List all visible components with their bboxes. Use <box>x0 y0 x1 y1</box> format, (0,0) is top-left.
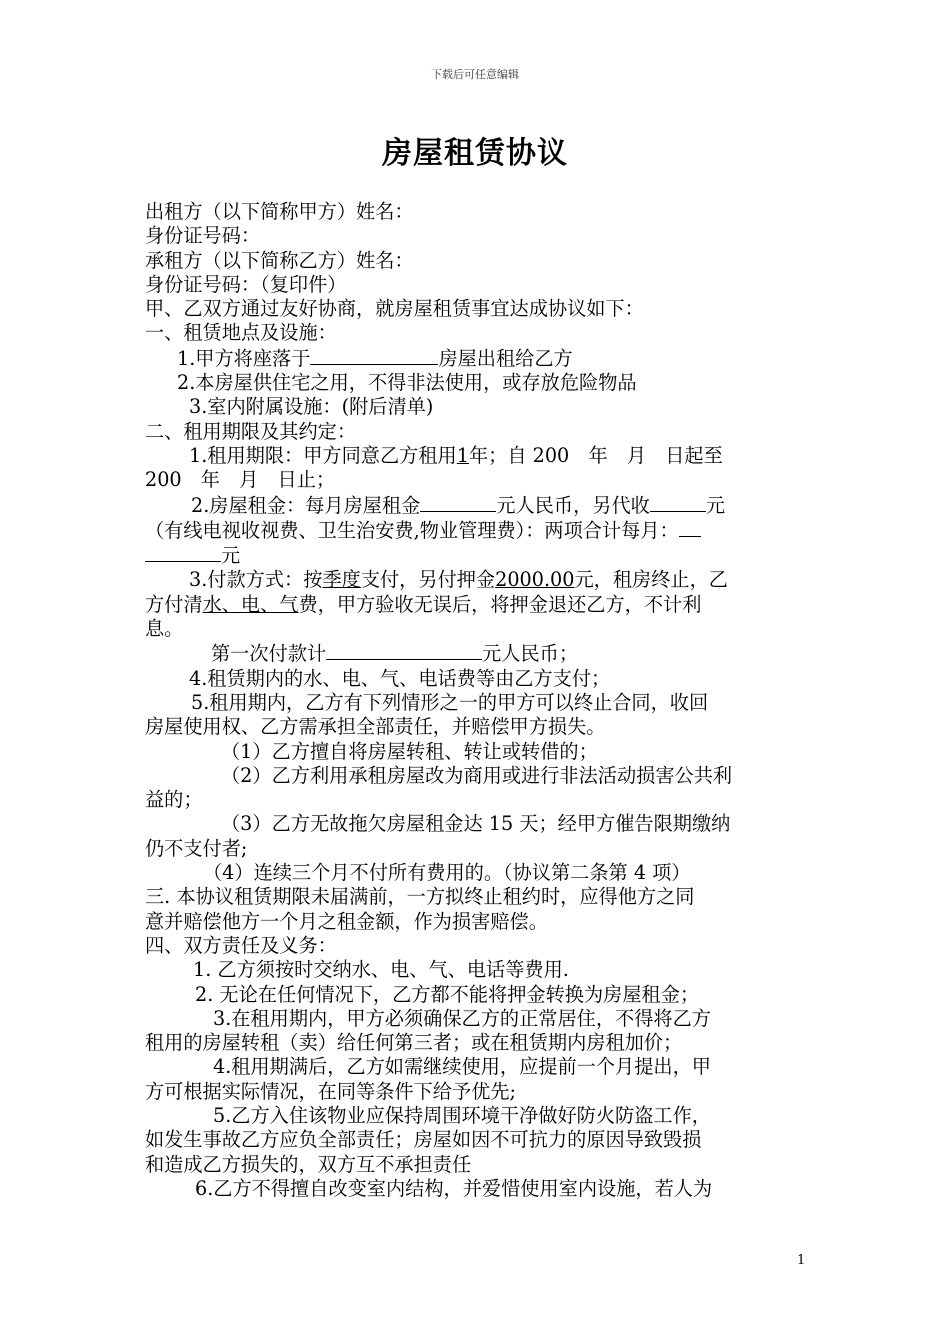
text-fragment: 元 <box>221 544 241 568</box>
text-line: 租用的房屋转租（卖）给任何第三者；或在租赁期内房租加价； <box>145 1031 683 1055</box>
text-line: 4.租赁期内的水、电、气、电话费等由乙方支付； <box>189 666 611 690</box>
underlined-value: 2000.00 <box>495 568 575 592</box>
text-line: 1. 乙方须按时交纳水、电、气、电话等费用. <box>193 958 569 982</box>
text-line <box>145 543 807 568</box>
page-number: 1 <box>797 1253 806 1268</box>
text-fragment: 元人民币，另代收 <box>496 493 650 517</box>
text-line: 身份证号码： <box>145 224 261 248</box>
text-line: （2）乙方利用承租房屋改为商用或进行非法活动损害公共利 <box>221 763 733 787</box>
text-fragment: 1.甲方将座落于 <box>177 346 311 370</box>
agreement-body <box>145 200 807 1201</box>
text-line: 身份证号码：（复印件） <box>145 272 347 296</box>
text-line: 如发生事故乙方应负全部责任；房屋如因不可抗力的原因导致毁损 <box>145 1128 702 1152</box>
underlined-value: 季度 <box>322 568 361 592</box>
text-fragment: 元，租房终止，乙 <box>574 568 728 592</box>
section-heading: 二、租用期限及其约定： <box>145 419 357 443</box>
text-fragment: 支付，另付押金 <box>360 568 496 592</box>
text-fragment: （有线电视收视费、卫生治安费,物业管理费）：两项合计每月： <box>145 518 679 542</box>
text-line: 3.室内附属设施：(附后清单) <box>189 395 434 419</box>
text-line <box>145 593 807 617</box>
section-heading: 四、双方责任及义务： <box>145 933 337 957</box>
text-line: 6.乙方不得擅自改变室内结构，并爱惜使用室内设施，若人为 <box>195 1176 713 1200</box>
underlined-value: 水、电、气 <box>202 592 299 616</box>
text-line: 2.本房屋供住宅之用，不得非法使用，或存放危险物品 <box>177 371 637 395</box>
text-line: 5.乙方入住该物业应保持周围环境干净做好防火防盗工作， <box>213 1103 711 1127</box>
text-line: 3.在租用期内，甲方必须确保乙方的正常居住，不得将乙方 <box>213 1006 711 1030</box>
section-heading: 一、租赁地点及设施： <box>145 321 337 345</box>
text-line: （4）连续三个月不付所有费用的。（协议第二条第 4 项） <box>203 861 691 885</box>
text-line: 仍不支付者; <box>145 836 248 860</box>
fill-in-blank <box>310 346 438 365</box>
text-fragment: 元人民币； <box>482 642 579 666</box>
text-line: 益的； <box>145 788 203 812</box>
text-line: 甲、乙双方通过友好协商，就房屋租赁事宜达成协议如下： <box>145 297 644 321</box>
text-line: （3）乙方无故拖欠房屋租金达 15 天；经甲方催告限期缴纳 <box>221 812 731 836</box>
text-fragment: 第一次付款计 <box>211 642 327 666</box>
text-line: 息。 <box>145 617 184 641</box>
fill-in-blank <box>326 641 482 660</box>
underlined-value: 1 <box>456 443 469 467</box>
text-line <box>145 568 807 592</box>
text-line: 和造成乙方损失的，双方互不承担责任 <box>145 1152 472 1176</box>
fill-in-blank <box>650 493 706 512</box>
text-line <box>145 444 807 468</box>
fill-in-blank <box>145 543 221 562</box>
text-line: 承租方（以下简称乙方）姓名： <box>145 248 414 272</box>
text-line <box>145 493 807 518</box>
text-line <box>145 518 807 543</box>
text-fragment: 房屋出租给乙方 <box>438 346 573 370</box>
document-title: 房屋租赁协议 <box>382 136 568 171</box>
text-line: 200 年 月 日止； <box>145 468 336 492</box>
text-line: 2. 无论在任何情况下，乙方都不能将押金转换为房屋租金； <box>195 982 700 1006</box>
text-line: 4.租用期满后，乙方如需继续使用，应提前一个月提出，甲 <box>213 1055 711 1079</box>
text-line: 5.租用期内，乙方有下列情形之一的甲方可以终止合同，收回 <box>191 690 709 714</box>
text-fragment: 2.房屋租金：每月房屋租金 <box>191 493 421 517</box>
text-line: （1）乙方擅自将房屋转租、转让或转借的； <box>221 739 598 763</box>
section-heading: 三. 本协议租赁期限未届满前，一方拟终止租约时，应得他方之同 <box>145 885 695 909</box>
fill-in-blank <box>420 493 496 512</box>
text-line <box>145 641 807 666</box>
text-line: 意并赔偿他方一个月之租金额，作为损害赔偿。 <box>145 909 548 933</box>
fill-in-blank <box>679 518 701 537</box>
text-fragment: 年；自 200 年 月 日起至 <box>468 443 723 467</box>
text-fragment: 方付清 <box>145 592 203 616</box>
text-fragment: 费，甲方验收无误后，将押金退还乙方，不计利 <box>298 592 702 616</box>
text-line <box>145 346 807 371</box>
text-fragment: 元 <box>705 493 726 517</box>
text-line: 出租方（以下简称甲方）姓名： <box>145 200 414 223</box>
text-fragment: 1.租用期限：甲方同意乙方租用 <box>189 443 457 467</box>
text-line: 方可根据实际情况，在同等条件下给予优先; <box>145 1079 517 1103</box>
header-note: 下载后可任意编辑 <box>431 68 519 81</box>
text-fragment: 3.付款方式：按 <box>189 568 323 592</box>
text-line: 房屋使用权、乙方需承担全部责任，并赔偿甲方损失。 <box>145 715 606 739</box>
